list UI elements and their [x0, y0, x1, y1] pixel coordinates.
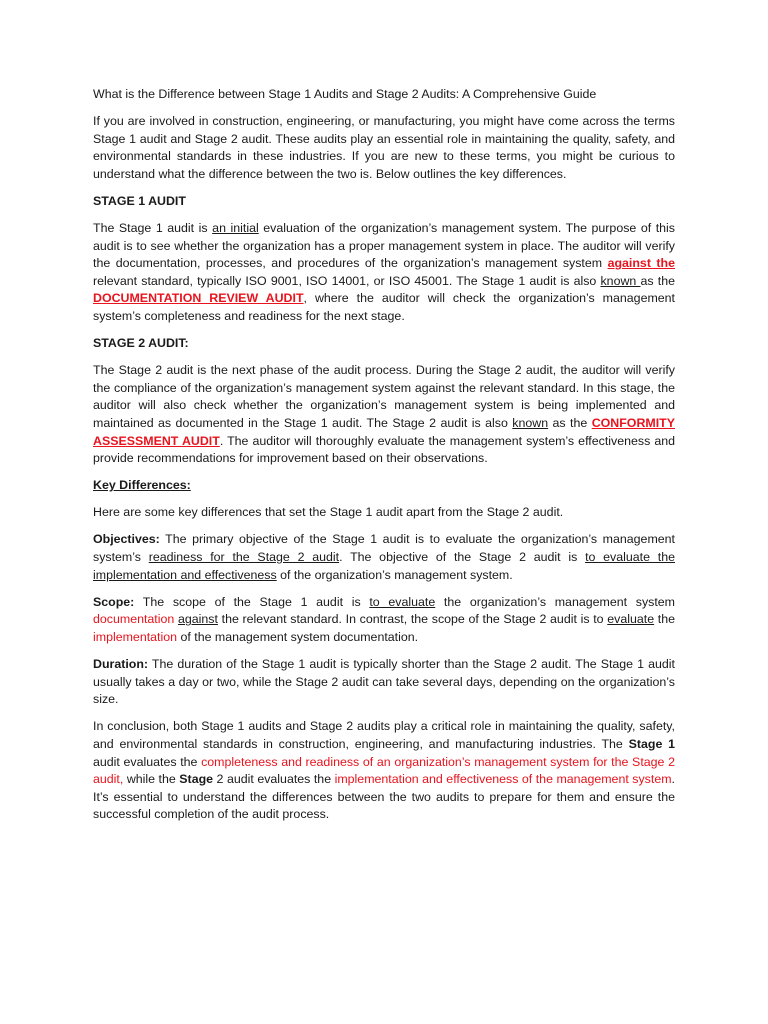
stage1-text-4: as the	[640, 273, 675, 288]
stage1-text-1: The Stage 1 audit is	[93, 221, 213, 236]
scope-text-6: of the management system documentation.	[177, 629, 419, 644]
stage1-text-5: , where the auditor will check the organization’s management system’s completeness and readiness for the next stage.	[93, 291, 676, 324]
key-differences-heading: Key Differences:	[93, 478, 191, 493]
scope-text-2: the organization’s management system	[435, 594, 675, 609]
scope-underline-against: against	[177, 612, 218, 627]
objectives-text-3: of the organization’s management system.	[276, 567, 513, 582]
document-page	[93, 86, 675, 833]
stage2-text-3: . The auditor will thoroughly evaluate the management system’s effectiveness and provide recommendations for improvement based on their observations.	[93, 433, 675, 466]
duration-label: Duration:	[93, 657, 149, 672]
duration-paragraph	[93, 656, 675, 709]
scope-text-4: the relevant standard. In contrast, the scope of the Stage 2 audit is to	[217, 612, 608, 627]
duration-text-1: The duration of the Stage 1 audit is typically shorter than the Stage 2 audit. The Stage 1 audit usually takes a day or two, while the Stage 2 audit can take several days, depending on the organization’s size.	[93, 657, 675, 707]
key-differences-intro: Here are some key differences that set the Stage 1 audit apart from the Stage 2 audit.	[93, 505, 564, 520]
scope-text-1: The scope of the Stage 1 audit is	[134, 594, 370, 609]
conclusion-text-4: 2 audit evaluates the	[213, 772, 335, 787]
conclusion-bold-stage: Stage	[179, 772, 214, 787]
stage1-heading: STAGE 1 AUDIT	[93, 193, 186, 208]
objectives-text-1: The primary objective of the Stage 1 audit is to evaluate the organization’s management system’s	[93, 532, 675, 565]
conclusion-highlight-implementation: implementation and effectiveness of the management system	[334, 772, 672, 787]
scope-text-5: the	[654, 612, 675, 627]
objectives-paragraph	[93, 531, 675, 584]
document-title: What is the Difference between Stage 1 Audits and Stage 2 Audits: A Comprehensive Guide	[93, 87, 597, 101]
objectives-text-2: . The objective of the Stage 2 audit is	[339, 550, 586, 565]
stage1-underline-initial: an initial	[212, 221, 259, 236]
objectives-underline-readiness: readiness for the Stage 2 audit	[148, 550, 340, 565]
objectives-label: Objectives:	[93, 532, 160, 547]
stage1-text-2: evaluation of the organization’s management system. The purpose of this audit is to see whether the organization has a proper management system in place. The auditor will verify the documentation, processes, and procedures of the organization’s management system	[93, 221, 676, 271]
stage2-text-1: The Stage 2 audit is the next phase of the audit process. During the Stage 2 audit, the auditor will verify the compliance of the organization’s management system against the relevant standard. In this stage, the auditor will also check whether the organization’s management system is being implemented and maintained as documented in the Stage 1 audit. The Stage 2 audit is also	[93, 363, 675, 430]
stage2-underline-known: known	[512, 416, 549, 430]
objectives-underline-evaluate: to evaluate the implementation and effectiveness	[93, 550, 675, 582]
stage2-paragraph	[93, 362, 675, 468]
stage1-highlight-doc-review: DOCUMENTATION REVIEW AUDIT	[93, 291, 304, 306]
stage1-underline-known: known	[600, 273, 641, 288]
conclusion-highlight-completeness: completeness and readiness of an organization’s management system for the Stage 2 audit,	[93, 754, 675, 787]
scope-paragraph	[93, 594, 675, 647]
scope-underline-to-evaluate: to evaluate	[369, 594, 436, 609]
conclusion-text-2: audit evaluates the	[93, 754, 202, 769]
conclusion-text-3: while the	[123, 772, 180, 787]
conclusion-text-5: . It’s essential to understand the differences between the two audits to prepare for them and ensure the successful completion of the audit process.	[93, 772, 675, 822]
scope-highlight-documentation: documentation	[93, 612, 175, 627]
stage1-text-3: relevant standard, typically ISO 9001, ISO 14001, or ISO 45001. The Stage 1 audit is also	[93, 273, 601, 288]
intro-paragraph: If you are involved in construction, engineering, or manufacturing, you might have come across the terms Stage 1 audit and Stage 2 audit. These audits play an essential role in maintaining the quality, safety, and environmental standards in these industries. If you are new to these terms, you might be curious to understand what the difference between the two is. Below outlines the key differences.	[93, 114, 675, 181]
conclusion-text-1: In conclusion, both Stage 1 audits and Stage 2 audits play a critical role in maintaining the quality, safety, and environmental standards in construction, engineering, and manufacturing industries. The	[93, 719, 675, 751]
stage2-highlight-conformity: CONFORMITY ASSESSMENT AUDIT	[93, 416, 675, 448]
scope-label: Scope:	[93, 594, 135, 609]
stage2-text-2: as the	[548, 416, 592, 430]
conclusion-bold-stage1: Stage 1	[628, 736, 676, 751]
scope-underline-evaluate: evaluate	[607, 612, 655, 627]
stage2-heading: STAGE 2 AUDIT:	[93, 336, 189, 351]
conclusion-paragraph	[93, 718, 675, 824]
stage1-highlight-against: against the	[607, 256, 675, 271]
stage1-paragraph	[93, 220, 675, 326]
scope-highlight-implementation: implementation	[93, 629, 178, 644]
